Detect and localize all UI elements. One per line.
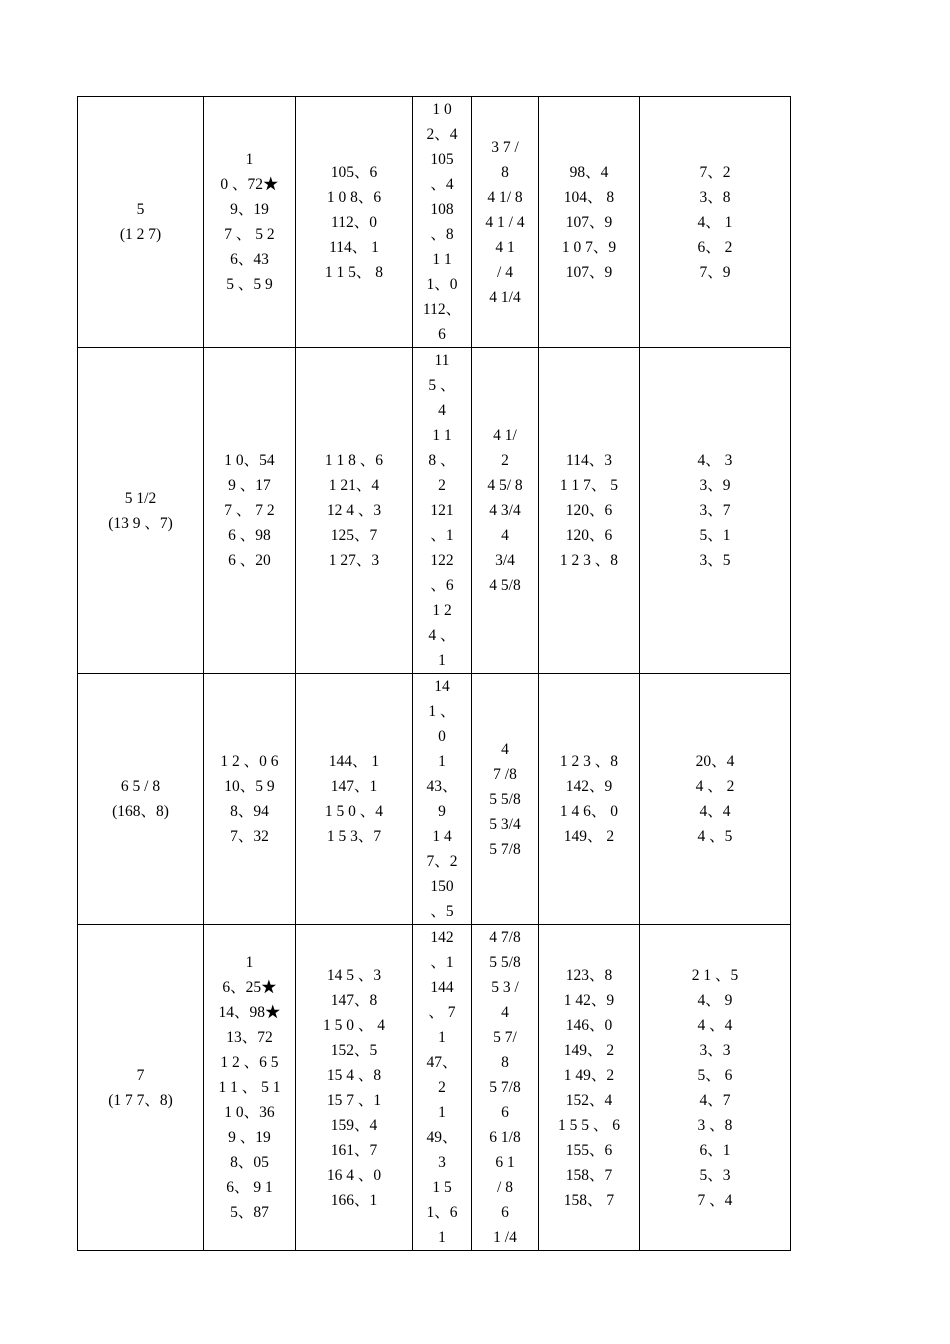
cell-line: 4 1/ 8: [487, 188, 523, 206]
table-cell: [296, 674, 413, 925]
cell-line: 15 7 、1: [326, 1091, 382, 1109]
cell-line: 1 0、36: [224, 1104, 275, 1121]
cell-line: 1 0、54: [224, 452, 275, 469]
cell-line: 6: [501, 1204, 509, 1221]
cell-line: 107、9: [565, 213, 613, 231]
table-cell: [539, 348, 640, 674]
cell-line: 158、7: [565, 1166, 613, 1184]
cell-line: 5 3 /: [491, 979, 519, 996]
cell-line: 6、 9 1: [226, 1179, 273, 1196]
cell-line: 4: [501, 740, 509, 758]
cell-line: 5 3/4: [489, 815, 521, 833]
table-cell: [640, 674, 791, 925]
cell-line: 112、0: [331, 213, 377, 231]
cell-line: 6 、20: [228, 552, 271, 569]
cell-line: 6、43: [230, 251, 269, 268]
cell-line: 6: [438, 326, 446, 343]
cell-line: (168、8): [112, 803, 169, 820]
cell-line: 3、8: [699, 188, 731, 206]
cell-line: / 8: [497, 1179, 513, 1196]
cell-line: 147、1: [330, 778, 378, 795]
cell-line: (1 7 7、8): [108, 1091, 173, 1109]
cell-line: 1: [438, 1229, 446, 1246]
table-cell: [539, 97, 640, 348]
cell-line: 5 、: [428, 377, 456, 394]
cell-line: 7、2: [426, 853, 458, 870]
cell-line: 112、: [422, 301, 462, 318]
table-cell: [472, 674, 539, 925]
cell-line: 122: [430, 552, 454, 569]
cell-line: 4 、: [428, 627, 456, 644]
cell-line: 6 1/8: [489, 1129, 521, 1146]
cell-line: 6、25★: [222, 979, 277, 996]
cell-line: 105: [430, 151, 454, 168]
cell-line: 1 5: [432, 1179, 452, 1196]
cell-line: 1、6: [426, 1204, 458, 1221]
cell-line: 152、4: [565, 1091, 613, 1109]
table-cell: [78, 348, 204, 674]
cell-line: 14 5 、3: [326, 966, 382, 984]
cell-line: 20、4: [695, 753, 735, 770]
cell-line: 158、 7: [563, 1191, 615, 1209]
cell-line: 1: [245, 151, 254, 168]
cell-line: 6 1: [495, 1154, 515, 1171]
cell-line: 1 0 8、6: [326, 188, 382, 206]
cell-line: 14、98★: [218, 1004, 281, 1021]
cell-line: 7 、4: [697, 1191, 733, 1209]
table-cell: [472, 97, 539, 348]
cell-line: 8、94: [230, 803, 269, 820]
cell-line: 1 2: [432, 602, 452, 619]
cell-line: 5 7/: [493, 1029, 517, 1046]
cell-line: 2: [438, 1079, 446, 1096]
cell-line: 7、32: [230, 828, 269, 845]
cell-line: 142: [430, 929, 454, 946]
cell-line: 5、87: [230, 1204, 269, 1221]
cell-line: 3、7: [699, 502, 731, 519]
cell-line: 4: [438, 402, 446, 419]
cell-line: 4 7/8: [489, 929, 521, 946]
cell-line: 5 、5 9: [226, 276, 273, 293]
cell-line: 125、7: [330, 527, 378, 544]
cell-line: 1 2 、6 5: [220, 1054, 279, 1071]
cell-line: 1: [438, 1104, 446, 1121]
table-cell: [78, 674, 204, 925]
cell-line: 1 、: [428, 703, 456, 720]
cell-line: 5、1: [699, 527, 731, 544]
table-cell: [78, 925, 204, 1251]
cell-line: 4 、 2: [695, 778, 735, 795]
cell-line: 4 3/4: [489, 502, 521, 519]
cell-line: 47、: [426, 1054, 458, 1071]
cell-line: 1 4 6、 0: [559, 803, 619, 820]
cell-line: 1 5 5 、 6: [557, 1116, 620, 1134]
cell-line: 4、 9: [697, 991, 733, 1009]
cell-line: 1 /4: [493, 1229, 517, 1246]
table-cell: [640, 97, 791, 348]
cell-line: 9、19: [230, 201, 269, 218]
cell-line: 、5: [430, 903, 454, 920]
table-row: [78, 97, 791, 348]
cell-line: 123、8: [565, 966, 613, 984]
cell-line: 10、5 9: [224, 778, 275, 795]
cell-line: 1: [245, 954, 254, 971]
cell-line: 121: [430, 502, 454, 519]
cell-line: 5、 6: [697, 1066, 733, 1084]
cell-line: 14: [434, 678, 450, 695]
cell-line: 152、5: [330, 1041, 378, 1059]
cell-line: 1 49、2: [563, 1066, 615, 1084]
cell-line: 3 、8: [697, 1116, 733, 1134]
table-cell: [204, 348, 296, 674]
cell-line: 5 5/8: [489, 954, 521, 971]
cell-line: 9: [438, 803, 446, 820]
cell-line: 108: [430, 201, 454, 218]
cell-line: 49、: [426, 1129, 458, 1146]
cell-line: 5、3: [699, 1166, 731, 1184]
table-cell: [539, 925, 640, 1251]
cell-line: 4、7: [699, 1091, 731, 1109]
cell-line: (1 2 7): [119, 226, 162, 243]
cell-line: 144: [430, 979, 454, 996]
cell-line: 149、 2: [563, 828, 615, 845]
cell-line: 1 1 8 、6: [324, 452, 384, 469]
cell-line: 4: [501, 1004, 509, 1021]
cell-line: 4、 3: [697, 452, 733, 469]
cell-line: 6、1: [699, 1141, 731, 1159]
table-cell: [640, 348, 791, 674]
table-cell: [539, 674, 640, 925]
cell-line: 8: [501, 1054, 509, 1071]
table-cell: [204, 97, 296, 348]
cell-line: 1 5 0 、4: [324, 803, 384, 820]
cell-line: 142、9: [565, 778, 613, 795]
cell-line: 4 、5: [697, 828, 733, 845]
table-cell: [204, 674, 296, 925]
cell-line: 8 、: [428, 452, 456, 469]
table-cell: [296, 925, 413, 1251]
cell-line: 、8: [430, 226, 454, 243]
cell-line: 1 1: [432, 251, 452, 268]
cell-line: 5 1/2: [124, 489, 157, 507]
cell-line: 159、4: [330, 1116, 378, 1134]
cell-line: 144、 1: [328, 753, 380, 770]
cell-line: 150: [430, 878, 454, 895]
table-cell: [204, 925, 296, 1251]
cell-line: 7 /8: [493, 765, 517, 783]
cell-line: 107、9: [565, 263, 613, 281]
cell-line: 43、: [426, 778, 458, 795]
cell-line: 105、6: [330, 163, 378, 181]
cell-line: 98、4: [569, 163, 609, 181]
cell-line: 2 1 、5: [691, 966, 739, 984]
cell-line: 166、1: [330, 1191, 378, 1209]
cell-line: 5 7/8: [489, 1079, 521, 1096]
cell-line: 147、8: [330, 991, 378, 1009]
cell-line: 6 、98: [228, 527, 271, 544]
cell-line: 7、9: [699, 263, 731, 281]
cell-line: 104、 8: [563, 188, 615, 206]
cell-line: / 4: [497, 263, 513, 281]
cell-line: 9 、19: [228, 1129, 271, 1146]
table-cell: [413, 348, 472, 674]
table-cell: [413, 674, 472, 925]
cell-line: 3、9: [699, 477, 731, 494]
cell-line: 1 27、3: [328, 552, 380, 569]
table-row: [78, 674, 791, 925]
cell-line: 1: [438, 1029, 446, 1046]
cell-line: 16 4 、0: [326, 1166, 382, 1184]
cell-line: 1 21、4: [328, 477, 380, 494]
cell-line: 1 1: [432, 427, 452, 444]
cell-line: 0 、72★: [220, 176, 279, 193]
cell-line: 2、4: [426, 126, 458, 143]
cell-line: 7: [136, 1066, 145, 1084]
cell-line: 7 、 7 2: [224, 502, 275, 519]
table-cell: [640, 925, 791, 1251]
table-row: [78, 925, 791, 1251]
cell-line: 1 0 7、9: [561, 238, 617, 256]
cell-line: 114、 1: [329, 238, 379, 256]
cell-line: 4 、4: [697, 1016, 733, 1034]
cell-line: 1 42、9: [563, 991, 615, 1009]
cell-line: 4 5/8: [489, 577, 521, 594]
cell-line: 1、0: [426, 276, 458, 293]
cell-line: 、6: [430, 577, 454, 594]
cell-line: 4: [501, 527, 509, 544]
cell-line: 、1: [430, 527, 454, 544]
cell-line: 3、5: [699, 552, 731, 569]
cell-line: 6、 2: [697, 238, 733, 256]
cell-line: 120、6: [565, 527, 613, 544]
cell-line: 4、 1: [697, 213, 733, 231]
cell-line: 1 5 0 、 4: [322, 1016, 385, 1034]
cell-line: 13、72: [226, 1029, 273, 1046]
cell-line: 、1: [430, 954, 454, 971]
cell-line: 4 1/4: [489, 288, 521, 306]
cell-line: 2: [438, 477, 446, 494]
data-table: [77, 96, 791, 1251]
cell-line: 4 5/ 8: [487, 477, 523, 494]
cell-line: 7 、 5 2: [224, 226, 275, 243]
table-cell: [472, 348, 539, 674]
cell-line: 3 7 /: [491, 138, 519, 156]
table-cell: [296, 97, 413, 348]
table-cell: [296, 348, 413, 674]
cell-line: 6: [501, 1104, 509, 1121]
cell-line: 8: [501, 163, 509, 181]
cell-line: 5 7/8: [489, 840, 521, 858]
cell-line: 4、4: [699, 803, 731, 820]
table-cell: [472, 925, 539, 1251]
cell-line: 4 1 / 4: [485, 213, 525, 231]
cell-line: (13 9 、7): [108, 514, 173, 532]
table-cell: [78, 97, 204, 348]
cell-line: 1 2 、0 6: [220, 753, 279, 770]
cell-line: 161、7: [330, 1141, 378, 1159]
cell-line: 5: [136, 201, 145, 218]
cell-line: 114、3: [566, 452, 612, 469]
cell-line: 、 7: [428, 1004, 456, 1021]
cell-line: 1: [438, 753, 446, 770]
cell-line: 4 1/: [493, 427, 517, 444]
cell-line: 6 5 / 8: [120, 778, 161, 795]
cell-line: 、4: [430, 176, 454, 193]
cell-line: 1 1 、 5 1: [218, 1079, 281, 1096]
cell-line: 3/4: [495, 552, 515, 569]
cell-line: 11: [434, 352, 450, 369]
cell-line: 1 1 7、 5: [559, 477, 619, 494]
cell-line: 120、6: [565, 502, 613, 519]
cell-line: 7、2: [699, 163, 731, 181]
cell-line: 1 5 3、7: [326, 828, 382, 845]
cell-line: 15 4 、8: [326, 1066, 382, 1084]
cell-line: 146、0: [565, 1016, 613, 1034]
table-row: [78, 348, 791, 674]
cell-line: 155、6: [565, 1141, 613, 1159]
cell-line: 4 1: [495, 238, 515, 256]
cell-line: 2: [501, 452, 509, 469]
cell-line: 1 4: [432, 828, 452, 845]
cell-line: 0: [438, 728, 446, 745]
cell-line: 9 、17: [228, 477, 271, 494]
cell-line: 5 5/8: [489, 790, 521, 808]
cell-line: 12 4 、3: [326, 502, 382, 519]
cell-line: 8、05: [230, 1154, 269, 1171]
cell-line: 1 2 3 、8: [559, 753, 619, 770]
cell-line: 1: [438, 652, 446, 669]
cell-line: 1 2 3 、8: [559, 552, 619, 569]
table-cell: [413, 925, 472, 1251]
cell-line: 3: [438, 1154, 446, 1171]
cell-line: 1 0: [432, 101, 452, 118]
cell-line: 3、3: [699, 1041, 731, 1059]
table-cell: [413, 97, 472, 348]
cell-line: 149、 2: [563, 1041, 615, 1059]
cell-line: 1 1 5、 8: [324, 263, 384, 281]
